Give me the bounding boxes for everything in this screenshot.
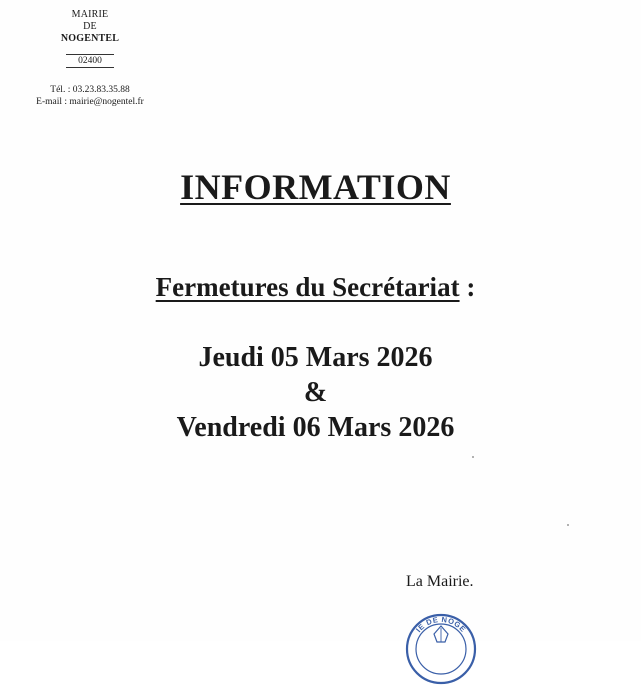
stamp-text: IE DE NOGE [414, 614, 468, 635]
page-title-text: INFORMATION [180, 167, 451, 207]
scan-speck [567, 524, 569, 526]
closure-date-1: Jeudi 05 Mars 2026 [198, 342, 433, 373]
letterhead [30, 9, 150, 68]
subtitle-text: Fermetures du Secrétariat [155, 272, 460, 302]
contact-block [8, 84, 172, 108]
signature: La Mairie. [406, 573, 474, 590]
closure-date-2: Vendredi 06 Mars 2026 [176, 412, 455, 443]
letterhead-town: NOGENTEL [60, 33, 120, 44]
contact-phone: Tél. : 03.23.83.35.88 [50, 85, 130, 95]
letterhead-mairie: MAIRIE [71, 9, 109, 20]
letterhead-postal-code: 02400 [66, 54, 114, 68]
official-stamp-icon [404, 612, 478, 686]
scan-speck [472, 456, 474, 458]
subtitle [0, 272, 631, 303]
closure-connector: & [303, 377, 328, 408]
closure-dates [0, 340, 631, 445]
subtitle-colon: : [459, 272, 476, 302]
contact-email: E-mail : mairie@nogentel.fr [36, 97, 144, 107]
letterhead-de: DE [83, 21, 97, 32]
page-title [0, 166, 631, 208]
